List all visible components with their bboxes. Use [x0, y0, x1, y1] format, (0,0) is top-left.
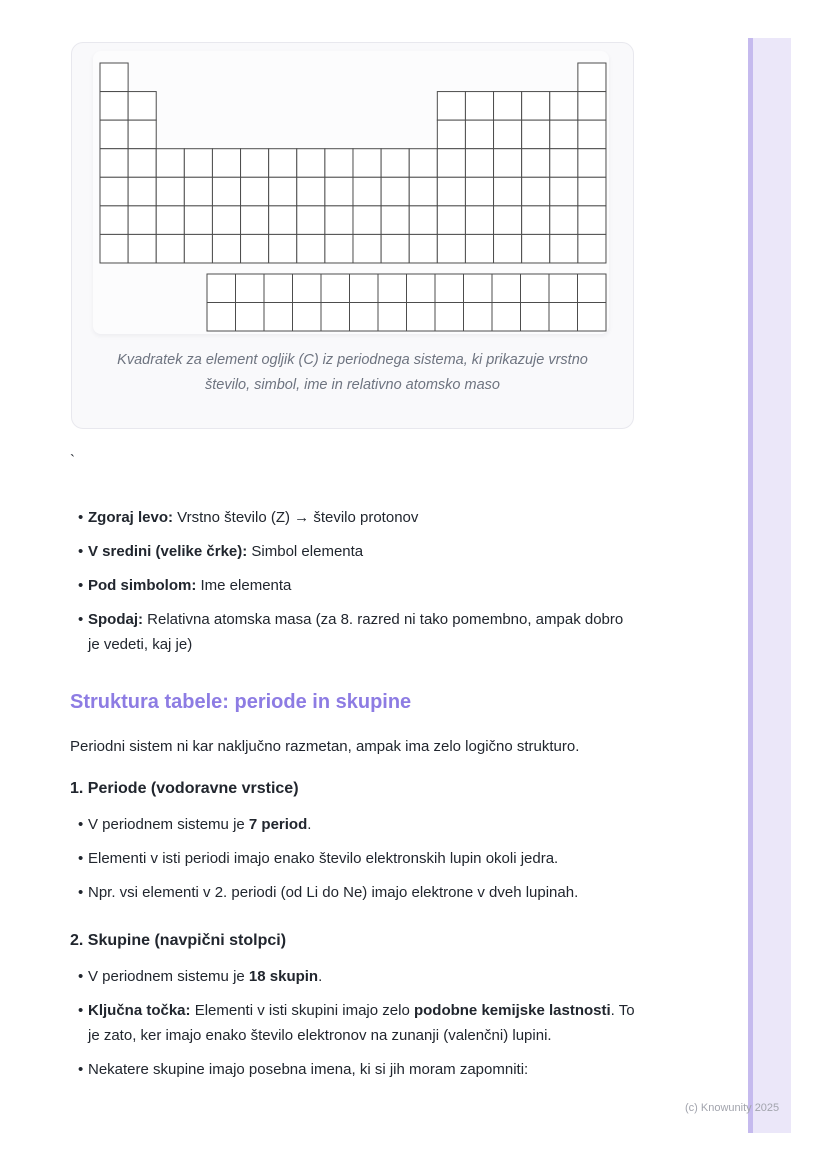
copyright-note: (c) Knowunity 2025 [685, 1102, 780, 1114]
list-item [70, 964, 636, 989]
periods-list [70, 812, 636, 914]
periodic-table-outline-drawing [93, 51, 609, 334]
list-item [70, 812, 636, 837]
structure-intro-paragraph: Periodni sistem ni kar naključno razmetan, ampak ima zelo logično strukturo. [70, 738, 580, 755]
list-item [70, 880, 636, 905]
bullet-icon: • [78, 850, 84, 867]
list-item-text: Pod simbolom: Ime elementa [88, 577, 292, 594]
list-item-text: V periodnem sistemu je 7 period. [88, 816, 312, 833]
list-item [70, 539, 636, 564]
bullet-icon: • [78, 611, 84, 628]
right-accent-bar [748, 38, 791, 1133]
bullet-icon: • [78, 1061, 84, 1078]
list-item-text: V sredini (velike črke): Simbol elementa [88, 543, 364, 560]
list-item [70, 846, 636, 871]
bullet-icon: • [78, 509, 84, 526]
list-item-text: Spodaj: Relativna atomska masa (za 8. razred ni tako pomembno, ampak dobro je vedeti, kaj je) [88, 611, 624, 653]
list-item [70, 998, 636, 1048]
bullet-icon: • [78, 543, 84, 560]
bullet-icon: • [78, 884, 84, 901]
subheading-periods: 1. Periode (vodoravne vrstice) [70, 780, 299, 797]
list-item-text: Nekatere skupine imajo posebna imena, ki si jih moram zapomniti: [88, 1061, 529, 1078]
stray-backtick-char: ` [70, 452, 75, 469]
list-item-text: Npr. vsi elementi v 2. periodi (od Li do Ne) imajo elektrone v dveh lupinah. [88, 884, 579, 901]
list-item-text: Zgoraj levo: Vrstno število (Z) → število protonov [88, 509, 419, 526]
list-item-text: Ključna točka: Elementi v isti skupini imajo zelo podobne kemijske lastnosti. To je zato, ker imajo enako število elektronov na zunanji (valenčni) lupini. [88, 1002, 635, 1044]
list-item [70, 505, 636, 530]
element-box-legend-list [70, 505, 636, 666]
section-heading-structure: Struktura tabele: periode in skupine [70, 691, 412, 713]
groups-list [70, 964, 636, 1091]
periodic-table-figure [93, 51, 609, 334]
list-item [70, 573, 636, 598]
list-item-text: Elementi v isti periodi imajo enako število elektronskih lupin okoli jedra. [88, 850, 559, 867]
list-item-text: V periodnem sistemu je 18 skupin. [88, 968, 323, 985]
bullet-icon: • [78, 1002, 84, 1019]
figure-caption: Kvadratek za element ogljik (C) iz periodnega sistema, ki prikazuje vrstno število, simbol, ime in relativno atomsko maso [117, 352, 588, 393]
list-item [70, 1057, 636, 1082]
subheading-groups: 2. Skupine (navpični stolpci) [70, 932, 287, 949]
figure-card [71, 42, 634, 429]
list-item [70, 607, 636, 657]
bullet-icon: • [78, 816, 84, 833]
bullet-icon: • [78, 577, 84, 594]
bullet-icon: • [78, 968, 84, 985]
